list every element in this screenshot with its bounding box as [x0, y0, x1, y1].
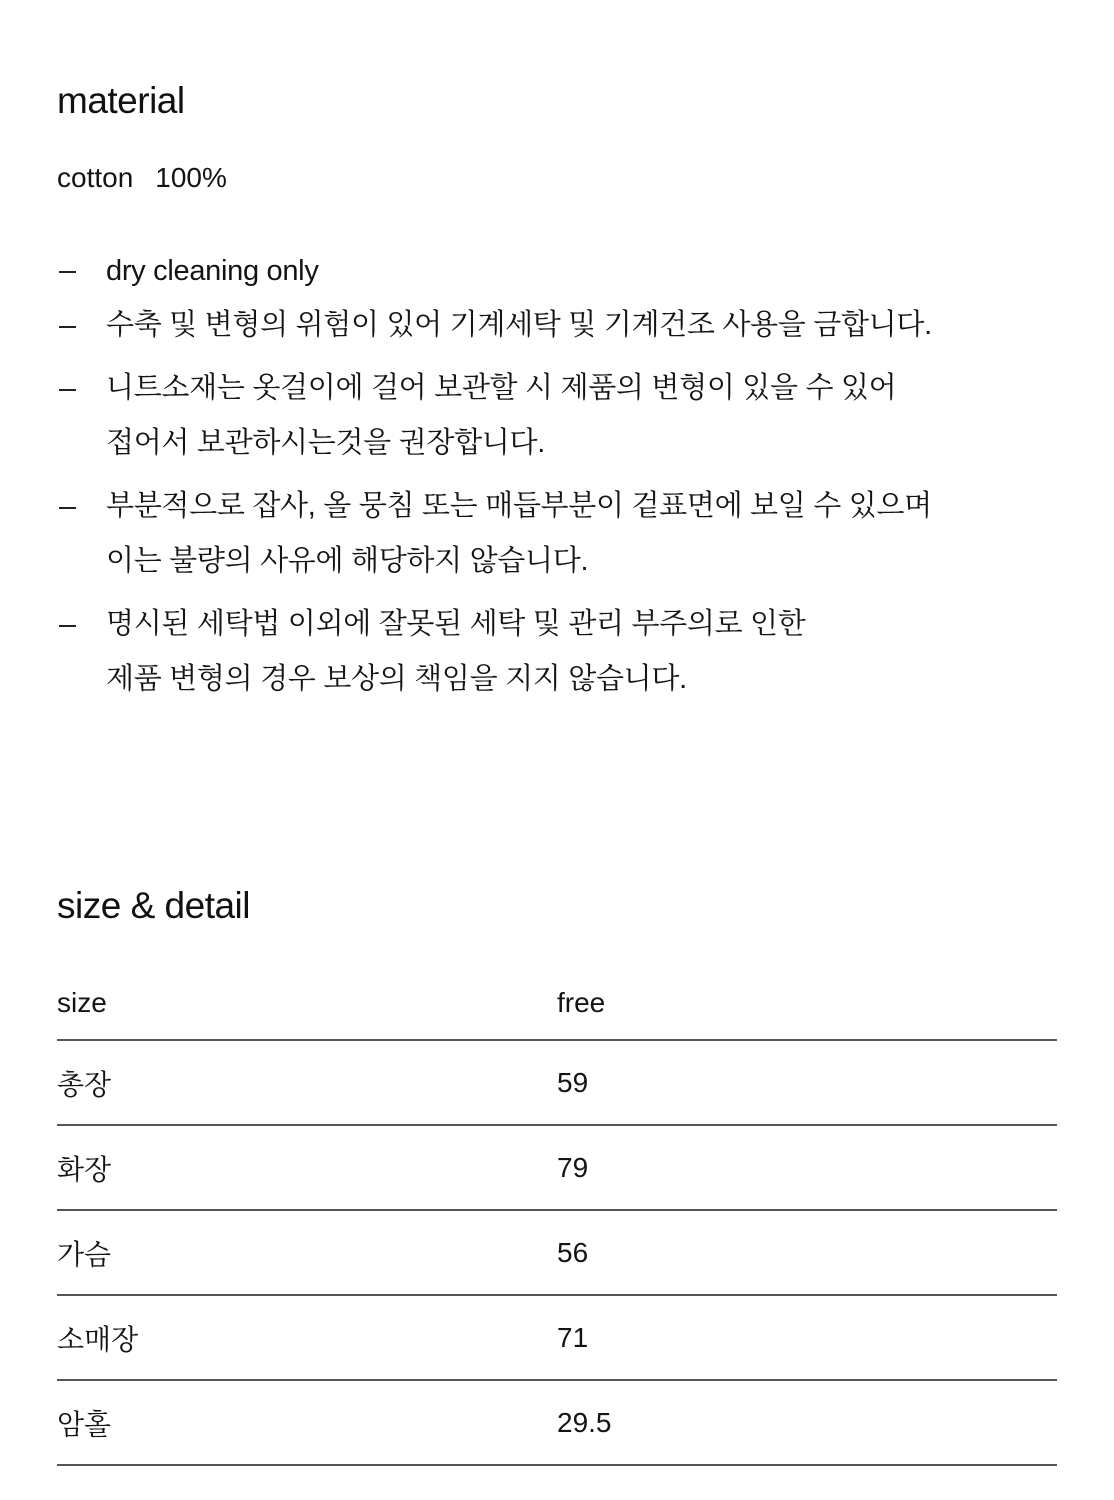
material-composition: [57, 164, 227, 192]
table-row: [57, 1126, 1057, 1211]
measurement-value: 29.5: [557, 1406, 612, 1438]
measurement-label: 암홀: [57, 1408, 112, 1440]
measurement-value: 59: [557, 1066, 589, 1098]
measurement-label: 총장: [57, 1068, 112, 1100]
care-note-text: dry cleaning only: [106, 255, 319, 287]
size-table-header: [57, 966, 1057, 1041]
fabric-percentage: 100%: [155, 162, 227, 193]
care-note: [57, 597, 1057, 707]
size-table: [57, 966, 1057, 1466]
care-note-text: 수축 및 변형의 위험이 있어 기계세탁 및 기계건조 사용을 금합니다.: [106, 309, 932, 341]
care-note-text: 부분적으로 잡사, 올 뭉침 또는 매듭부분이 겉표면에 보일 수 있으며: [106, 490, 932, 522]
care-note-text: 접어서 보관하시는것을 권장합니다.: [106, 427, 545, 459]
care-note-text: 니트소재는 옷걸이에 걸어 보관할 시 제품의 변형이 있을 수 있어: [106, 372, 897, 404]
measurement-label: 가슴: [57, 1238, 112, 1270]
measurement-value: 56: [557, 1236, 589, 1268]
measurement-value: 71: [557, 1321, 589, 1353]
size-detail-section-title: size & detail: [57, 885, 250, 926]
care-note-text: 이는 불량의 사유에 해당하지 않습니다.: [106, 545, 589, 577]
measurement-label: 소매장: [57, 1323, 139, 1355]
size-column-label: size: [57, 986, 107, 1018]
material-section-title: material: [57, 80, 185, 121]
care-note: [57, 361, 1057, 471]
table-row: [57, 1296, 1057, 1381]
care-note: [57, 298, 1057, 353]
care-instructions-list: [57, 252, 1057, 715]
care-note: [57, 252, 1057, 290]
care-note-text: 명시된 세탁법 이외에 잘못된 세탁 및 관리 부주의로 인한: [106, 608, 806, 640]
table-row: [57, 1211, 1057, 1296]
measurement-label: 화장: [57, 1153, 112, 1185]
table-row: [57, 1381, 1057, 1466]
size-column-value: free: [557, 986, 606, 1018]
care-note: [57, 479, 1057, 589]
table-row: [57, 1041, 1057, 1126]
fabric-name: cotton: [57, 162, 134, 193]
measurement-value: 79: [557, 1151, 589, 1183]
care-note-text: 제품 변형의 경우 보상의 책임을 지지 않습니다.: [106, 663, 687, 695]
